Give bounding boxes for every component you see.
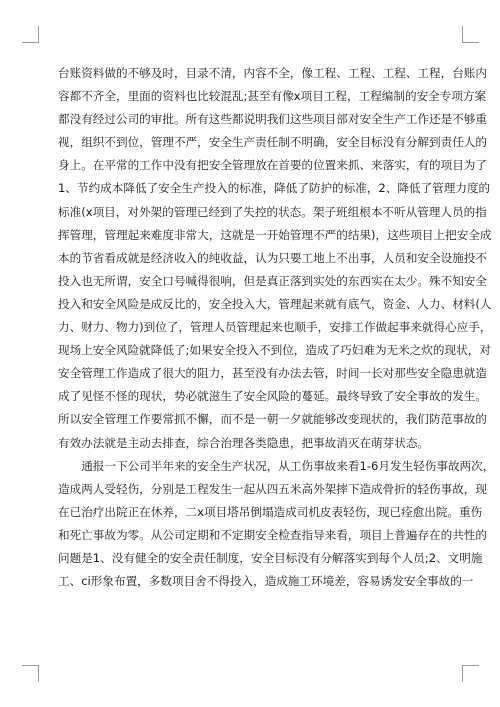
text-line: 问题是1、没有健全的安全责任制度，安全目标没有分解落实到每个人员;2、文明施 xyxy=(58,550,483,565)
text-line: 所以安全管理工作要常抓不懈，而不是一朝一夕就能够改变现状的，我们防范事故的 xyxy=(58,412,487,427)
text-line: 在已治疗出院正在休养，二x项目塔吊倒塌造成司机皮表轻伤，现已痊愈出院。重伤 xyxy=(58,504,483,519)
text-line: 通报一下公司半年来的安全生产状况，从工伤事故来看1-6月发生轻伤事故两次， xyxy=(58,458,495,473)
crop-mark-top-left xyxy=(22,26,39,43)
text-line: 安全管理工作造成了很大的阻力，甚至没有办法去管，时间一长对那些安全隐患就造 xyxy=(58,366,487,381)
text-line: 容都不齐全，里面的资料也比较混乱;甚至有像x项目工程，工程编制的安全专项方案 xyxy=(58,89,487,104)
crop-mark-bottom-right xyxy=(462,665,479,682)
text-line: 标准(x项目，对外架的管理已经到了失控的状态。架子班组根本不听从管理人员的指 xyxy=(58,204,487,219)
crop-mark-bottom-left xyxy=(22,665,39,682)
text-line: 本的节省看成就是经济收入的纯收益，认为只要工地上不出事，人员和安全设施投不 xyxy=(58,250,487,265)
text-line: 工、ci形象布置，多数项目舍不得投入，造成施工环境差，容易诱发安全事故的一 xyxy=(58,574,474,589)
document-body xyxy=(58,62,495,593)
text-line: 投入和安全风险是成反比的，安全投入大，管理起来就有底气，资金、人力、材料(人 xyxy=(58,296,492,311)
text-line: 1、节约成本降低了安全生产投入的标准，降低了防护的标准，2、降低了管理力度的 xyxy=(58,181,491,196)
text-line: 投入也无所谓，安全口号喊得很响，但是真正落到实处的东西实在太少。殊不知安全 xyxy=(58,273,487,288)
crop-mark-top-right xyxy=(462,26,479,43)
text-line: 和死亡事故为零。从公司定期和不定期安全检查指导来看，项目上普遍存在的共性的 xyxy=(58,527,487,542)
text-line: 造成两人受轻伤，分别是工程发生一起从四五米高外架摔下造成骨折的轻伤事故，现 xyxy=(58,481,487,496)
text-line: 视，组织不到位，管理不严，安全生产责任制不明确，安全目标没有分解到责任人的 xyxy=(58,135,487,150)
text-line: 现场上安全风险就降低了;如果安全投入不到位，造成了巧妇难为无米之炊的现状，对 xyxy=(58,343,491,358)
text-line: 挥管理，管理起来难度非常大，这就是一开始管理不严的结果)，这些项目上把安全成 xyxy=(58,227,492,242)
text-line: 成了见怪不怪的现状，势必就滋生了安全风险的蔓延。最终导致了安全事故的发生。 xyxy=(58,389,487,404)
text-line: 台账资料做的不够及时，目录不清，内容不全，像工程、工程、工程、工程，台账内 xyxy=(58,66,487,80)
text-line: 身上。在平常的工作中没有把安全管理放在首要的位置来抓、来落实，有的项目为了 xyxy=(58,158,487,173)
text-line: 都没有经过公司的审批。所有这些都说明我们这些项目部对安全生产工作还是不够重 xyxy=(58,112,487,127)
text-line: 力、财力、物力)到位了，管理人员管理起来也顺手，安排工作做起事来就得心应手， xyxy=(58,320,492,335)
text-line: 有效办法就是主动去排查，综合治理各类隐患，把事故消灭在萌芽状态。 xyxy=(58,435,430,450)
